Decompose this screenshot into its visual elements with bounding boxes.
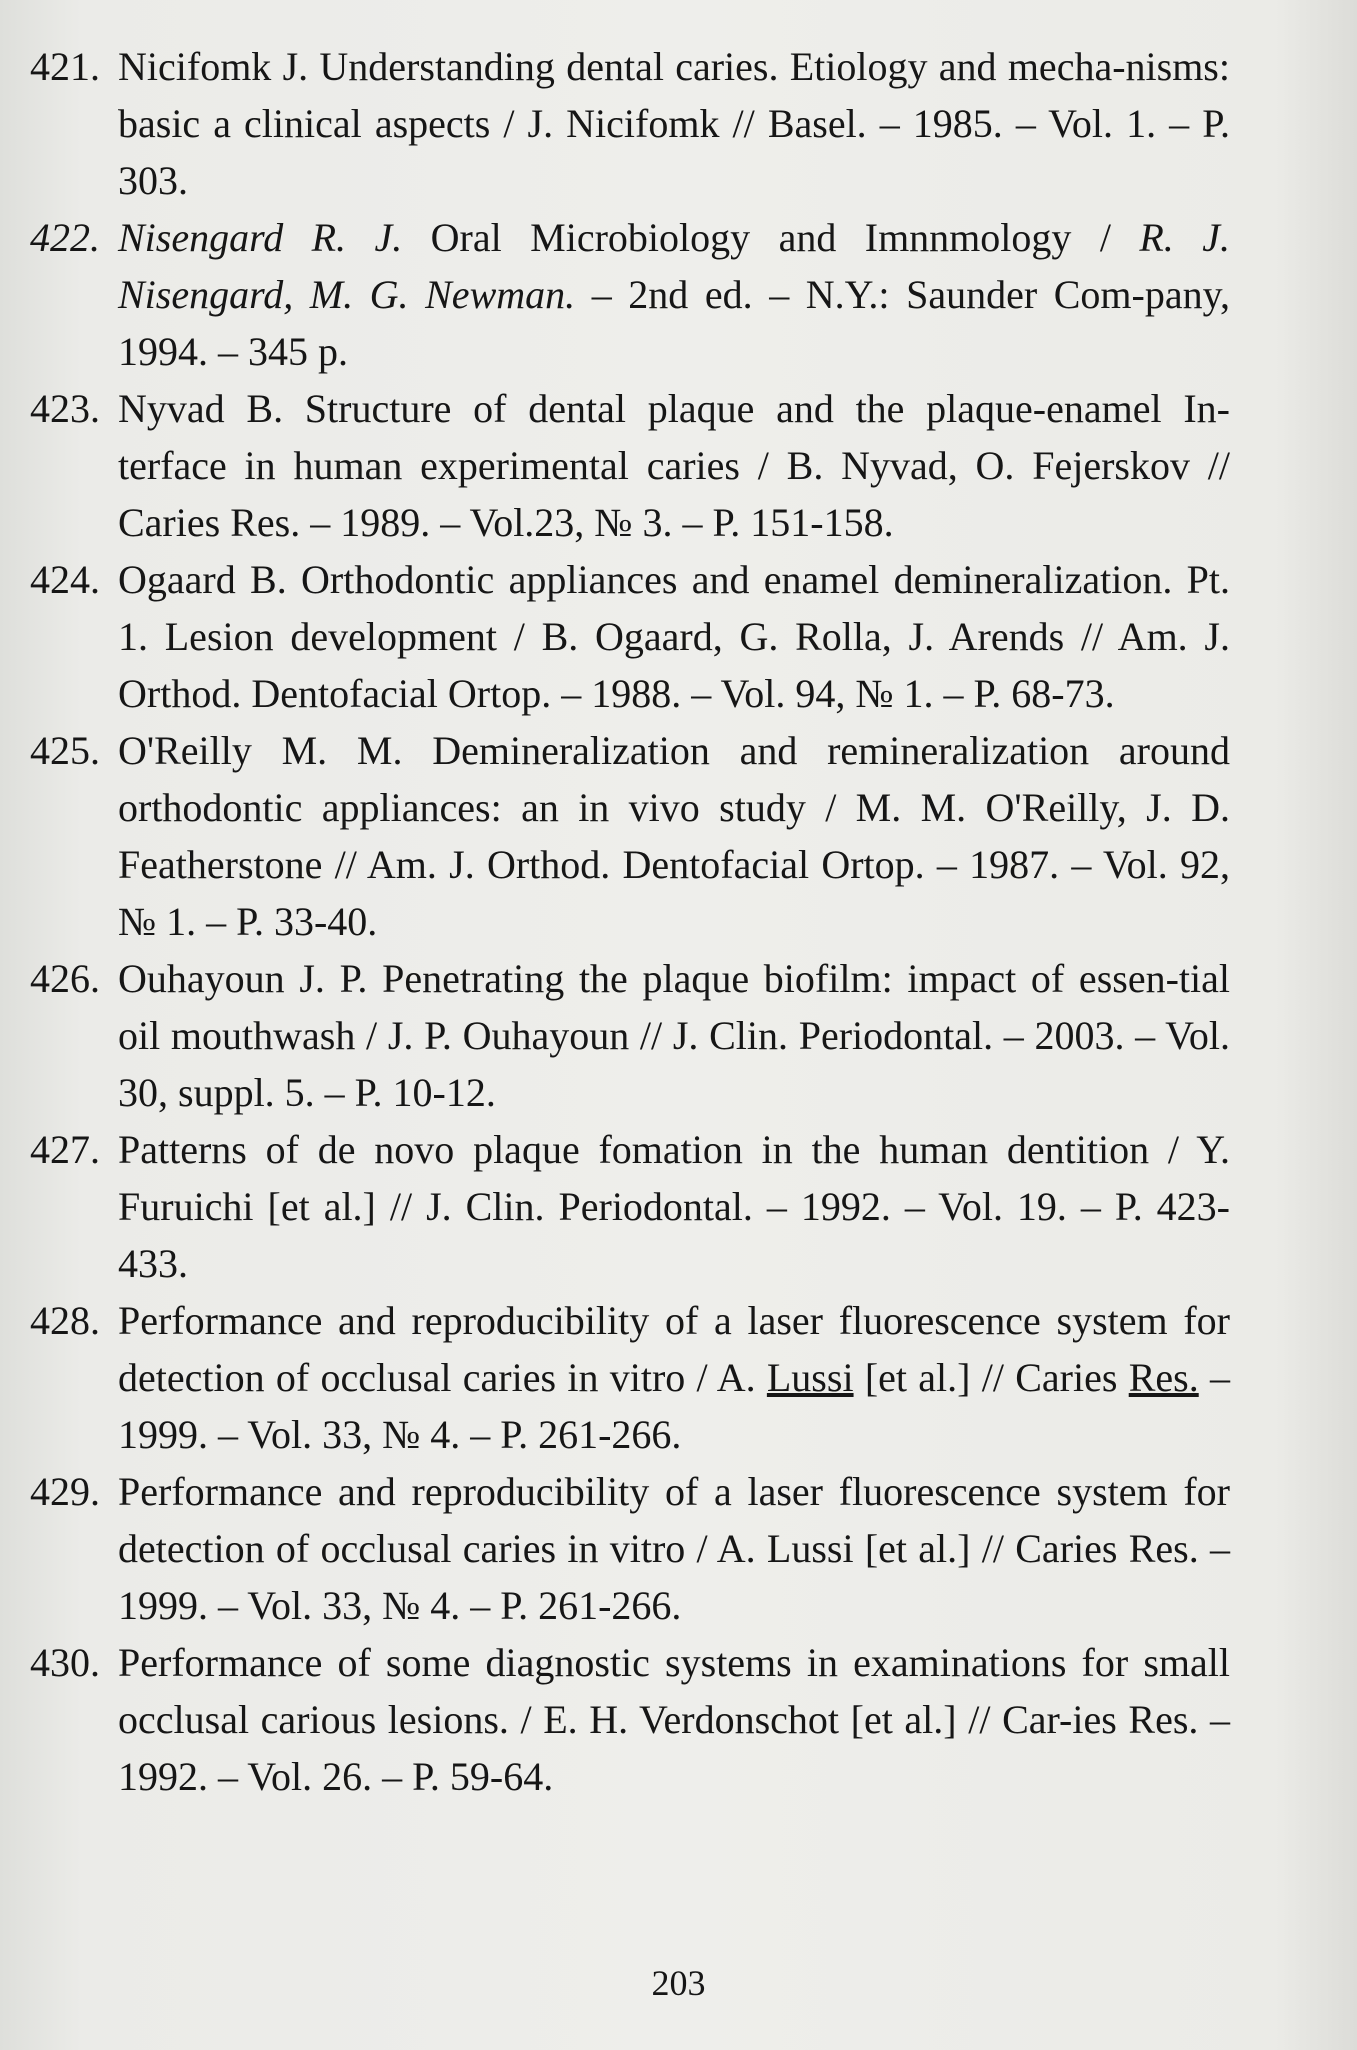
reference-item bbox=[30, 380, 1230, 551]
reference-item bbox=[30, 722, 1230, 950]
reference-number: 424. bbox=[30, 557, 100, 602]
underlined-text: Lussi bbox=[766, 1355, 854, 1400]
reference-author: Nisengard R. J. bbox=[118, 215, 403, 260]
reference-number: 430. bbox=[30, 1640, 100, 1685]
reference-number: 421. bbox=[30, 44, 100, 89]
reference-text: Nyvad B. Structure of dental plaque and the plaque-enamel In-terface in human experimental caries / B. Nyvad, O. Fejerskov // Caries Res. – 1989. – Vol.23, № 3. – P. 151-158. bbox=[118, 386, 1230, 545]
page-number: 203 bbox=[651, 1963, 706, 2003]
reference-text: Patterns of de novo plaque fomation in the human dentition / Y. Furuichi [et al.] // J. Clin. Periodontal. – 1992. – Vol. 19. – P. 423-433. bbox=[118, 1127, 1230, 1286]
reference-text: Nicifomk J. Understanding dental caries. Etiology and mecha-nisms: basic a clinical aspects / J. Nicifomk // Basel. – 1985. – Vol. 1. – P. 303. bbox=[118, 44, 1230, 203]
reference-number: 429. bbox=[30, 1469, 100, 1514]
reference-item bbox=[30, 209, 1230, 380]
reference-item bbox=[30, 1292, 1230, 1463]
reference-item bbox=[30, 950, 1230, 1121]
reference-text: O'Reilly M. M. Demineralization and remineralization around orthodontic appliances: an in vivo study / M. M. O'Reilly, J. D. Featherstone // Am. J. Orthod. Dentofacial Ortop. – 1987. – Vol. 92, № 1. – P. 33-40. bbox=[118, 728, 1230, 944]
reference-item bbox=[30, 551, 1230, 722]
reference-item bbox=[30, 38, 1230, 209]
reference-number: 427. bbox=[30, 1127, 100, 1172]
reference-item bbox=[30, 1463, 1230, 1634]
reference-text: Ogaard B. Orthodontic appliances and enamel demineralization. Pt. 1. Lesion development / B. Ogaard, G. Rolla, J. Arends // Am. J. Orthod. Dentofacial Ortop. – 1988. – Vol. 94, № 1. – P. 68-73. bbox=[118, 557, 1230, 716]
reference-text: Ouhayoun J. P. Penetrating the plaque biofilm: impact of essen-tial oil mouthwash / J. P. Ouhayoun // J. Clin. Periodontal. – 2003. – Vol. 30, suppl. 5. – P. 10-12. bbox=[118, 956, 1230, 1115]
reference-authors: R. J. Nisengard, M. G. Newman. bbox=[118, 215, 1230, 317]
reference-item bbox=[30, 1634, 1230, 1805]
reference-text: Performance of some diagnostic systems in examinations for small occlusal carious lesions. / E. H. Verdonschot [et al.] // Car-ies Res. –1992. – Vol. 26. – P. 59-64. bbox=[118, 1640, 1230, 1799]
reference-number: 428. bbox=[30, 1298, 100, 1343]
reference-list bbox=[30, 38, 1230, 1805]
underlined-text: Res. bbox=[1128, 1355, 1199, 1400]
reference-text: Performance and reproducibility of a laser fluorescence system for detection of occlusal caries in vitro / A. Lussi [et al.] // Caries Res. – 1999. – Vol. 33, № 4. – P. 261-266. bbox=[118, 1469, 1230, 1628]
reference-number: 423. bbox=[30, 386, 100, 431]
reference-text: Performance and reproducibility of a laser fluorescence system for detection of occlusal caries in vitro / A. Lussi [et al.] // Caries Res. –1999. – Vol. 33, № 4. – P. 261-266. bbox=[118, 1298, 1230, 1457]
reference-number: 426. bbox=[30, 956, 100, 1001]
reference-text: Nisengard R. J. Oral Microbiology and Imnnmology / R. J. Nisengard, M. G. Newman. – 2nd ed. – N.Y.: Saunder Com-pany, 1994. – 345 p. bbox=[118, 215, 1231, 374]
reference-number: 422. bbox=[30, 215, 100, 260]
reference-number: 425. bbox=[30, 728, 100, 773]
reference-item bbox=[30, 1121, 1230, 1292]
